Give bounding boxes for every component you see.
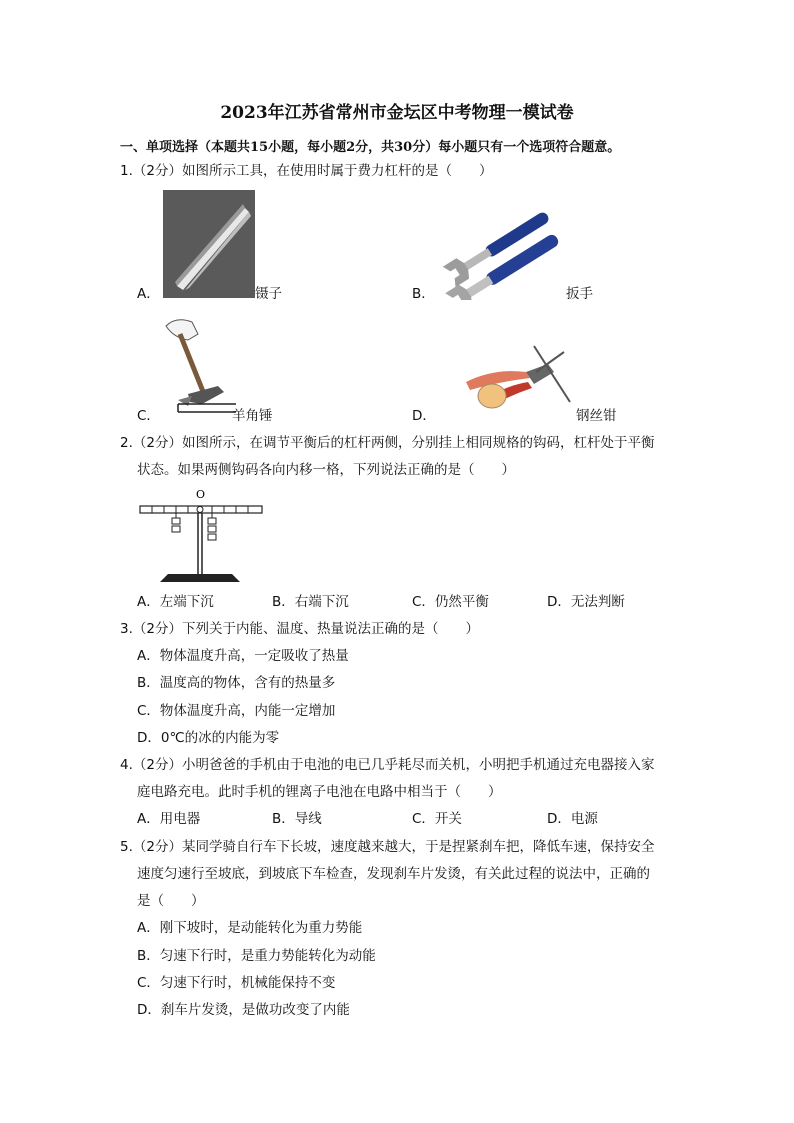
question-4-stem-line-1: 4.（2分）小明爸爸的手机由于电池的电已几乎耗尽而关机，小明把手机通过充电器接入家 xyxy=(120,757,655,773)
q1-option-d-label: 钢丝钳 xyxy=(576,408,617,424)
q3-option-d: D．0℃的冰的内能为零 xyxy=(137,730,280,746)
q5-option-d: D．刹车片发烫，是做功改变了内能 xyxy=(137,1002,350,1018)
q1-option-d-letter: D． xyxy=(412,408,436,424)
q2-option-a: A．左端下沉 xyxy=(137,594,214,610)
q4-option-b: B．导线 xyxy=(272,811,322,827)
pivot-label: O xyxy=(196,488,206,501)
question-4-stem-line-2: 庭电路充电。此时手机的锂离子电池在电路中相当于（ ） xyxy=(137,784,502,800)
tweezers-image xyxy=(163,190,255,298)
q1-option-a-letter: A． xyxy=(137,286,160,302)
question-2-stem-line-1: 2.（2分）如图所示，在调节平衡后的杠杆两侧，分别挂上相同规格的钩码，杠杆处于平衡 xyxy=(120,435,655,451)
q4-option-a: A．用电器 xyxy=(137,811,201,827)
q1-option-b-letter: B． xyxy=(412,286,435,302)
q1-option-c-letter: C． xyxy=(137,408,160,424)
q3-option-c: C．物体温度升高，内能一定增加 xyxy=(137,703,336,719)
q2-option-c: C．仍然平衡 xyxy=(412,594,489,610)
wrench-image xyxy=(440,210,570,300)
q4-option-d: D．电源 xyxy=(547,811,598,827)
question-3-stem: 3.（2分）下列关于内能、温度、热量说法正确的是（ ） xyxy=(120,621,479,637)
q1-option-a-label: 镊子 xyxy=(255,286,282,302)
question-5-stem-line-1: 5.（2分）某同学骑自行车下长坡，速度越来越大，于是捏紧刹车把，降低车速，保持安全 xyxy=(120,839,655,855)
question-5-stem-line-3: 是（ ） xyxy=(137,893,205,909)
question-5-stem-line-2: 速度匀速行至坡底，到坡底下车检查，发现刹车片发烫，有关此过程的说法中，正确的 xyxy=(137,866,650,882)
q1-option-b-label: 扳手 xyxy=(566,286,593,302)
q5-option-b: B．匀速下行时，是重力势能转化为动能 xyxy=(137,948,376,964)
q1-option-c-label: 羊角锤 xyxy=(232,408,273,424)
q2-option-b: B．右端下沉 xyxy=(272,594,349,610)
lever-diagram xyxy=(138,486,268,586)
q3-option-b: B．温度高的物体，含有的热量多 xyxy=(137,675,336,691)
claw-hammer-image xyxy=(158,312,236,420)
q5-option-c: C．匀速下行时，机械能保持不变 xyxy=(137,975,336,991)
section-heading: 一、单项选择（本题共15小题，每小题2分，共30分）每小题只有一个选项符合题意。 xyxy=(120,140,621,155)
q5-option-a: A．刚下坡时，是动能转化为重力势能 xyxy=(137,920,363,936)
q4-option-c: C．开关 xyxy=(412,811,462,827)
question-2-stem-line-2: 状态。如果两侧钩码各向内移一格，下列说法正确的是（ ） xyxy=(137,462,515,478)
page-title: 2023年江苏省常州市金坛区中考物理一模试卷 xyxy=(220,103,574,123)
pliers-image xyxy=(464,342,576,418)
q3-option-a: A．物体温度升高，一定吸收了热量 xyxy=(137,648,349,664)
q2-option-d: D．无法判断 xyxy=(547,594,625,610)
question-1-stem: 1.（2分）如图所示工具，在使用时属于费力杠杆的是（ ） xyxy=(120,163,493,179)
